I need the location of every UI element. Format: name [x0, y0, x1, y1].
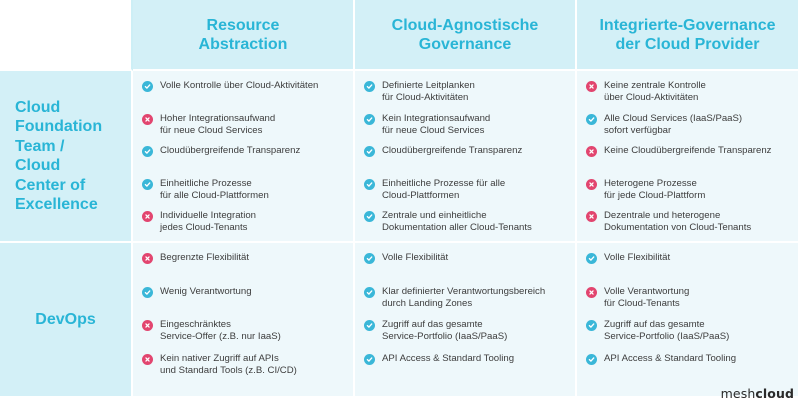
cross-icon: [142, 211, 153, 222]
list-item-text: Volle Flexibilität: [382, 252, 449, 263]
list-item-text: Individuelle Integration jedes Cloud-Tenants: [160, 210, 257, 233]
list-item: [586, 178, 790, 211]
list-item-text: Heterogene Prozesse für jede Cloud-Plattform: [604, 177, 706, 201]
check-icon: [586, 253, 597, 264]
list-item-text: Definierte Leitplanken für Cloud-Aktivitäten: [382, 80, 475, 103]
list-item: [586, 353, 790, 387]
check-icon: [142, 179, 153, 190]
check-icon: [586, 320, 597, 331]
list-item-text: Cloudübergreifende Transparenz: [382, 145, 523, 156]
list-item: [364, 210, 567, 243]
list-item-text: Keine zentrale Kontrolle über Cloud-Aktivitäten: [604, 80, 706, 103]
list-item: [142, 210, 345, 243]
column-header-integrated-governance: [577, 0, 800, 71]
cell-row1-col3: [577, 71, 800, 243]
list-item-text: Wenig Verantwortung: [160, 285, 252, 297]
list-item-text: Eingeschränktes Service-Offer (z.B. nur IaaS): [160, 319, 281, 342]
column-header-cloud-agnostic-governance: [355, 0, 577, 71]
list-item: [364, 113, 567, 146]
check-icon: [142, 146, 153, 157]
list-item-text: Alle Cloud Services (IaaS/PaaS) sofort verfügbar: [604, 112, 743, 136]
row-header-label: Cloud Foundation Team / Cloud Center of Excellence: [15, 98, 103, 213]
list-item-text: Keine Cloudübergreifende Transparenz: [604, 145, 772, 156]
check-icon: [364, 320, 375, 331]
list-item: [142, 80, 345, 113]
list-item-text: Kein Integrationsaufwand für neue Cloud Services: [382, 112, 491, 136]
list-item: [364, 319, 567, 353]
list-item: [586, 80, 790, 113]
list-item: [364, 286, 567, 320]
list-item-text: Kein nativer Zugriff auf APIs und Standard Tools (z.B. CI/CD): [160, 352, 297, 376]
column-header-label: Cloud-Agnostische Governance: [391, 16, 539, 53]
list-item: [142, 113, 345, 146]
cell-row2-col1: [133, 243, 355, 398]
list-item-text: Cloudübergreifende Transparenz: [160, 145, 301, 156]
cross-icon: [586, 211, 597, 222]
list-item-text: Volle Verantwortung für Cloud-Tenants: [604, 285, 690, 309]
list-item-text: Volle Flexibilität: [604, 252, 671, 263]
row-header-cloud-foundation-team: [0, 71, 133, 243]
check-icon: [364, 253, 375, 264]
check-icon: [142, 287, 153, 298]
list-item: [142, 319, 345, 353]
cell-row1-col1: [133, 71, 355, 243]
meshcloud-logo: [721, 386, 794, 401]
logo-text-mesh: mesh: [720, 386, 756, 401]
row-header-label: DevOps: [35, 310, 96, 328]
check-icon: [586, 354, 597, 365]
list-item-text: API Access & Standard Tooling: [604, 352, 737, 364]
column-header-label: Integrierte-Governance der Cloud Provider: [599, 16, 776, 53]
list-item: [586, 252, 790, 286]
list-item: [586, 319, 790, 353]
list-item: [364, 145, 567, 178]
cell-row2-col2: [355, 243, 577, 398]
check-icon: [586, 114, 597, 125]
list-item-text: Volle Kontrolle über Cloud-Aktivitäten: [160, 80, 319, 91]
table-corner: [0, 0, 133, 71]
check-icon: [364, 354, 375, 365]
list-item: [586, 210, 790, 243]
check-icon: [364, 81, 375, 92]
list-item: [364, 252, 567, 286]
list-item-text: Einheitliche Prozesse für alle Cloud-Plattformen: [382, 177, 506, 201]
logo-text-cloud: cloud: [755, 386, 794, 401]
check-icon: [364, 114, 375, 125]
list-item-text: Dezentrale und heterogene Dokumentation von Cloud-Tenants: [604, 210, 752, 233]
cross-icon: [142, 320, 153, 331]
list-item-text: Begrenzte Flexibilität: [160, 252, 250, 263]
column-header-resource-abstraction: [133, 0, 355, 71]
list-item: [364, 353, 567, 387]
list-item: [142, 353, 345, 387]
check-icon: [364, 287, 375, 298]
list-item-text: Klar definierter Verantwortungsbereich durch Landing Zones: [382, 285, 546, 309]
cell-row2-col3: [577, 243, 800, 398]
list-item-text: Zugriff auf das gesamte Service-Portfolio (IaaS/PaaS): [604, 319, 730, 342]
row-header-devops: [0, 243, 133, 398]
list-item: [364, 80, 567, 113]
check-icon: [364, 146, 375, 157]
cross-icon: [586, 287, 597, 298]
cross-icon: [586, 146, 597, 157]
list-item-text: Hoher Integrationsaufwand für neue Cloud Services: [160, 112, 276, 136]
list-item: [142, 286, 345, 320]
cross-icon: [142, 114, 153, 125]
check-icon: [364, 179, 375, 190]
list-item: [364, 178, 567, 211]
list-item: [142, 252, 345, 286]
list-item: [586, 286, 790, 320]
cross-icon: [586, 81, 597, 92]
list-item: [142, 178, 345, 211]
cross-icon: [142, 253, 153, 264]
list-item-text: Einheitliche Prozesse für alle Cloud-Plattformen: [160, 177, 269, 201]
list-item: [142, 145, 345, 178]
list-item-text: Zentrale und einheitliche Dokumentation aller Cloud-Tenants: [382, 210, 532, 233]
check-icon: [364, 211, 375, 222]
column-header-label: Resource Abstraction: [198, 16, 288, 53]
list-item-text: Zugriff auf das gesamte Service-Portfolio (IaaS/PaaS): [382, 319, 508, 342]
cross-icon: [142, 354, 153, 365]
list-item: [586, 145, 790, 178]
list-item-text: API Access & Standard Tooling: [382, 352, 515, 364]
cell-row1-col2: [355, 71, 577, 243]
check-icon: [142, 81, 153, 92]
list-item: [586, 113, 790, 146]
cross-icon: [586, 179, 597, 190]
